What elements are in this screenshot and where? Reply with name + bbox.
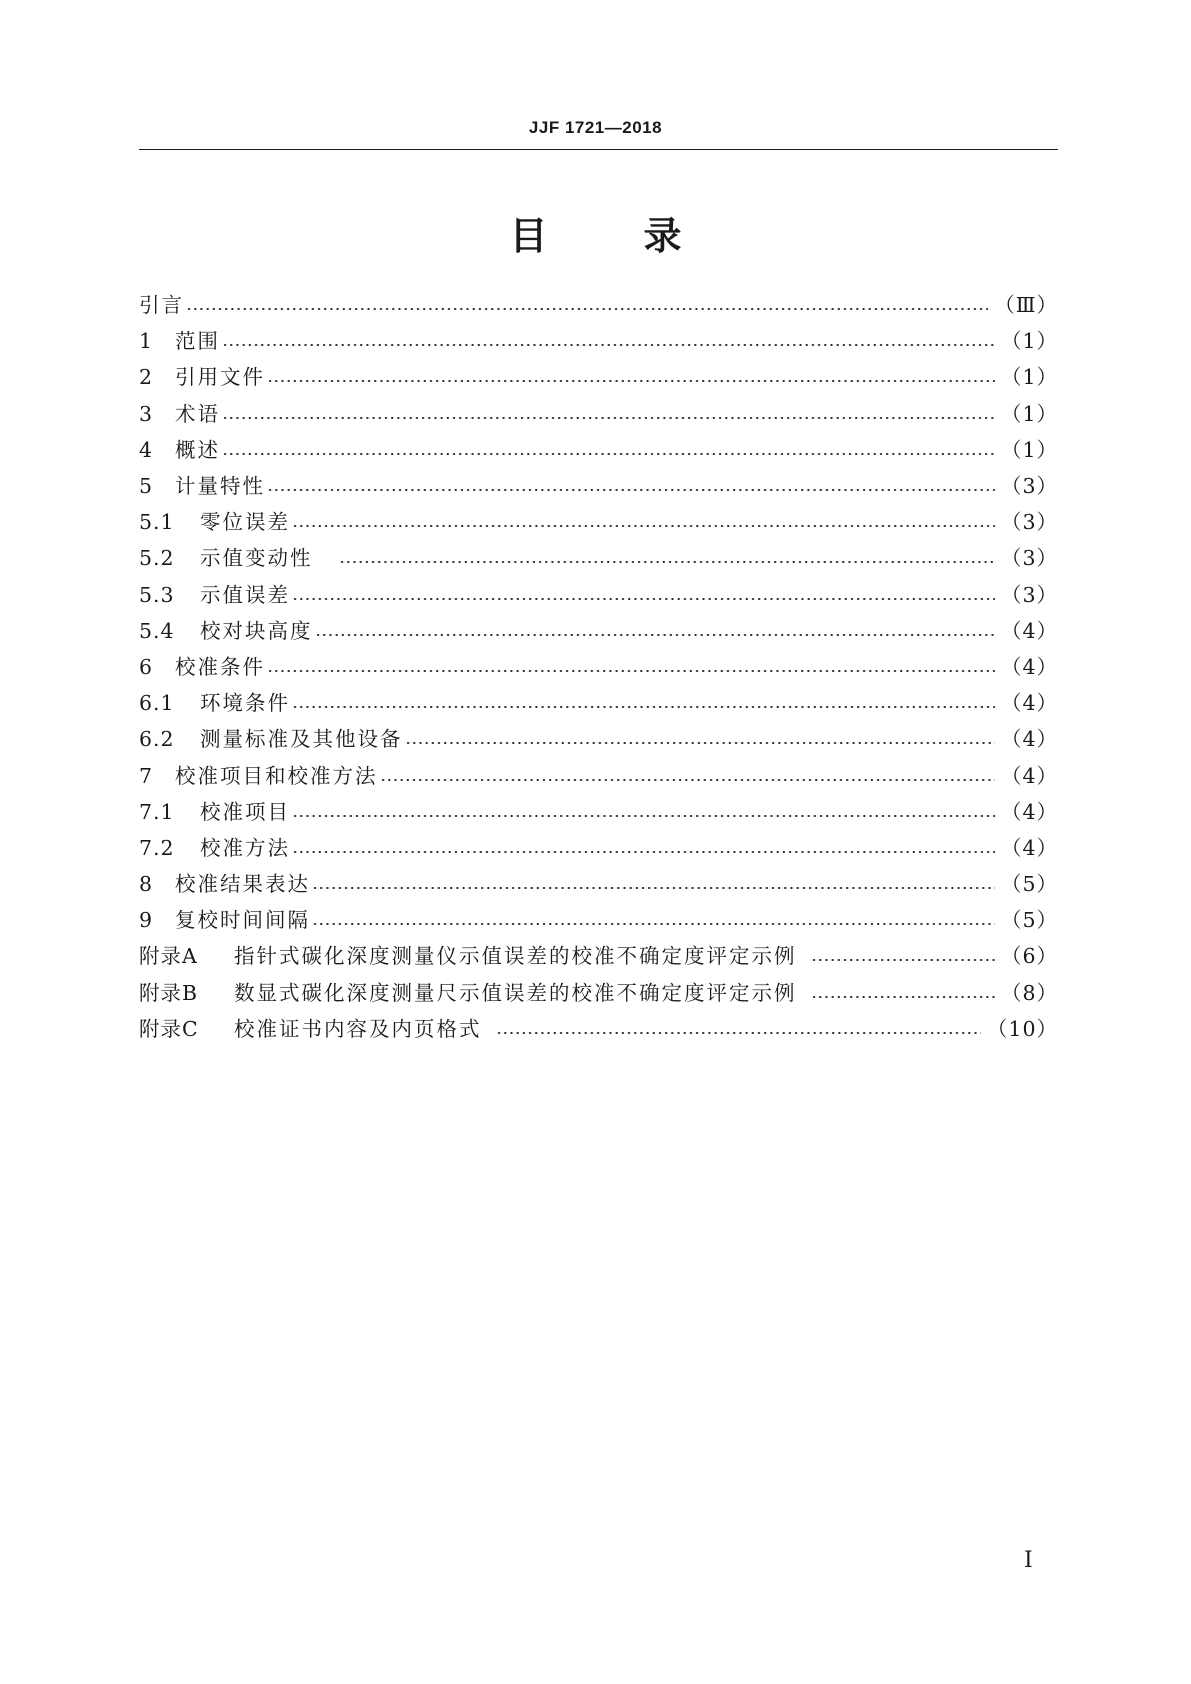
toc-entry[interactable]: [139, 794, 1058, 830]
toc-leader-dots: [312, 923, 995, 925]
toc-entry-number: 附录C: [139, 1016, 199, 1041]
toc-entry-label: 示值变动性: [200, 546, 313, 571]
toc-entry[interactable]: [139, 540, 1058, 576]
toc-entry-page: （3）: [1000, 546, 1058, 571]
toc-entry-label: 校准证书内容及内页格式: [234, 1016, 482, 1041]
toc-entry-number: 9: [139, 908, 154, 933]
toc-entry[interactable]: [139, 866, 1058, 902]
toc-leader-dots: [405, 742, 995, 744]
toc-leader-dots: [292, 598, 995, 600]
toc-entry-page: （4）: [1000, 727, 1058, 752]
toc-entry[interactable]: [139, 685, 1058, 721]
toc-entry[interactable]: [139, 323, 1058, 359]
toc-entry-page: （1）: [1000, 401, 1058, 426]
toc-leader-dots: [312, 887, 995, 889]
toc-entry[interactable]: [139, 902, 1058, 938]
toc-entry-number: 7.1: [139, 799, 175, 824]
toc-leader-dots: [222, 453, 995, 455]
toc-entry-number: 5.2: [139, 546, 175, 571]
toc-leader-dots: [380, 779, 995, 781]
toc-leader-dots: [811, 996, 995, 998]
toc-entry-number: 5: [139, 474, 154, 499]
toc-entry[interactable]: [139, 757, 1058, 793]
toc-entry-label: 环境条件: [200, 691, 290, 716]
toc-entry-page: （3）: [1000, 582, 1058, 607]
toc-leader-dots: [811, 959, 995, 961]
toc-entry-page: （1）: [1000, 365, 1058, 390]
toc-leader-dots: [222, 417, 995, 419]
toc-entry-number: 1: [139, 329, 154, 354]
toc-entry-number: 3: [139, 401, 154, 426]
toc-leader-dots: [339, 561, 995, 563]
toc-entry[interactable]: [139, 613, 1058, 649]
toc-leader-dots: [186, 308, 988, 310]
toc-leader-dots: [267, 489, 995, 491]
toc-entry-page: （4）: [1000, 835, 1058, 860]
toc-leader-dots: [292, 706, 995, 708]
toc-entry-page: （4）: [1000, 763, 1058, 788]
toc-entry-page: （5）: [1000, 908, 1058, 933]
toc-entry-page: （5）: [1000, 872, 1058, 897]
toc-leader-dots: [292, 815, 995, 817]
toc-entry[interactable]: [139, 504, 1058, 540]
toc-leader-dots: [315, 634, 995, 636]
toc-entry-number: 6.1: [139, 691, 175, 716]
toc-entry-label: 概述: [175, 437, 220, 462]
toc-entry[interactable]: [139, 287, 1058, 323]
toc-entry-page: （1）: [1000, 437, 1058, 462]
toc-entry-page: （6）: [1000, 944, 1058, 969]
toc-entry[interactable]: [139, 649, 1058, 685]
toc-entry-page: （10）: [986, 1016, 1058, 1041]
toc-entry-label: 校准项目: [200, 799, 290, 824]
toc-leader-dots: [496, 1032, 981, 1034]
toc-entry-label: 校对块高度: [200, 618, 313, 643]
toc-entry-label: 术语: [175, 401, 220, 426]
toc-entry-label: 引用文件: [175, 365, 265, 390]
toc-entry-page: （4）: [1000, 618, 1058, 643]
toc-entry-page: （3）: [1000, 474, 1058, 499]
toc-entry[interactable]: [139, 432, 1058, 468]
toc-entry-label: 计量特性: [175, 474, 265, 499]
toc-entry-label: 引言: [139, 293, 184, 318]
toc-entry-number: 8: [139, 872, 154, 897]
toc-entry-label: 校准结果表达: [175, 872, 310, 897]
toc-entry[interactable]: [139, 1011, 1058, 1047]
toc-entry-page: （Ⅲ）: [994, 293, 1058, 318]
toc-leader-dots: [292, 525, 995, 527]
toc-entry-label: 校准条件: [175, 654, 265, 679]
toc-entry-page: （4）: [1000, 691, 1058, 716]
toc-entry-number: 5.1: [139, 510, 175, 535]
toc-leader-dots: [222, 344, 995, 346]
toc-entry-number: 附录A: [139, 944, 198, 969]
toc-entry-number: 7: [139, 763, 154, 788]
toc-entry[interactable]: [139, 468, 1058, 504]
toc-entry-number: 7.2: [139, 835, 175, 860]
toc-entry-page: （8）: [1000, 980, 1058, 1005]
toc-entry[interactable]: [139, 577, 1058, 613]
toc-entry[interactable]: [139, 721, 1058, 757]
toc-entry-page: （3）: [1000, 510, 1058, 535]
toc-entry-label: 复校时间间隔: [175, 908, 310, 933]
toc-entry-label: 零位误差: [200, 510, 290, 535]
toc-entry[interactable]: [139, 830, 1058, 866]
toc-entry-label: 数显式碳化深度测量尺示值误差的校准不确定度评定示例: [234, 980, 797, 1005]
toc-entry-label: 示值误差: [200, 582, 290, 607]
toc-entry-number: 附录B: [139, 980, 199, 1005]
toc-entry-page: （1）: [1000, 329, 1058, 354]
toc-entry-number: 6.2: [139, 727, 175, 752]
toc-leader-dots: [292, 851, 995, 853]
toc-entry-number: 5.4: [139, 618, 175, 643]
toc-entry-number: 4: [139, 437, 154, 462]
toc-list: [139, 287, 1058, 1047]
toc-leader-dots: [267, 670, 995, 672]
toc-entry[interactable]: [139, 938, 1058, 974]
toc-entry-number: 5.3: [139, 582, 175, 607]
toc-entry-label: 指针式碳化深度测量仪示值误差的校准不确定度评定示例: [234, 944, 797, 969]
toc-title: 目录: [509, 214, 778, 258]
toc-entry-label: 范围: [175, 329, 220, 354]
toc-entry-page: （4）: [1000, 799, 1058, 824]
header-rule: [139, 149, 1058, 150]
toc-entry-label: 校准方法: [200, 835, 290, 860]
toc-entry-number: 6: [139, 654, 154, 679]
toc-entry-page: （4）: [1000, 654, 1058, 679]
toc-entry-label: 校准项目和校准方法: [175, 763, 378, 788]
toc-entry-number: 2: [139, 365, 154, 390]
toc-entry-label: 测量标准及其他设备: [200, 727, 403, 752]
document-code: JJF 1721—2018: [528, 118, 663, 137]
toc-entry[interactable]: [139, 359, 1058, 395]
page-number: I: [1024, 1548, 1033, 1573]
toc-entry[interactable]: [139, 975, 1058, 1011]
toc-entry[interactable]: [139, 396, 1058, 432]
toc-leader-dots: [267, 380, 995, 382]
